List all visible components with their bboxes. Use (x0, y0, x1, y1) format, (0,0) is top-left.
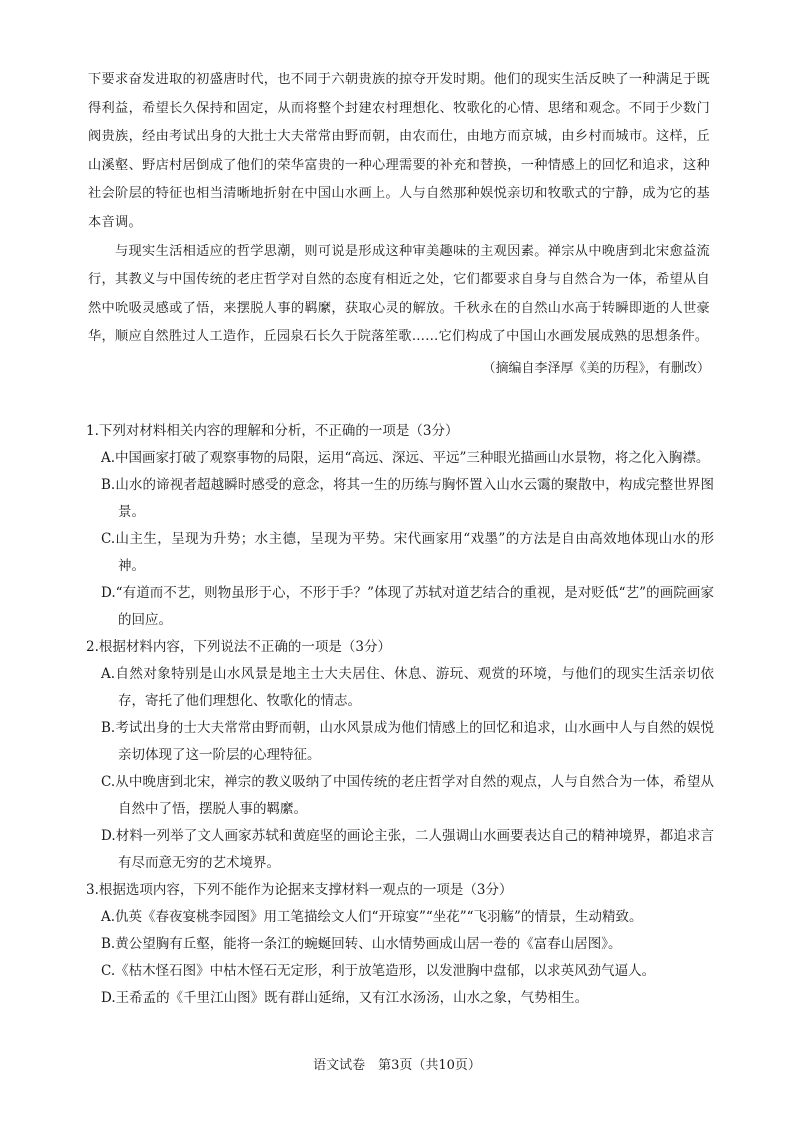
question-2 (86, 634, 714, 877)
option-b: B.山水的谛视者超越瞬时感受的意念，将其一生的历练与胸怀置入山水云霭的聚散中，构成完整世界图景。 (101, 477, 714, 520)
question-stem: 2.根据材料内容，下列说法不正确的一项是（3分） (86, 639, 391, 655)
option-d: D.“有道而不艺，则物虽形于心，不形于手？”体现了苏轼对道艺结合的重视，是对贬低“艺”的画院画家的回应。 (101, 585, 714, 628)
question-3 (86, 877, 714, 1012)
question-stem: 3.根据选项内容，下列不能作为论据来支撑材料一观点的一项是（3分） (86, 882, 513, 898)
option-a: A.仇英《春夜宴桃李园图》用工笔描绘文人们“开琼宴”“坐花”“飞羽觞”的情景，生动精致。 (101, 909, 643, 925)
option-a: A.中国画家打破了观察事物的局限，运用“高远、深远、平远”三种眼光描画山水景物，将之化入胸襟。 (101, 450, 710, 466)
passage-source: （摘编自李泽厚《美的历程》，有删改） (482, 360, 710, 376)
option-d: D.材料一列举了文人画家苏轼和黄庭坚的画论主张，二人强调山水画要表达自己的精神境界，都追求言有尽而意无穷的艺术境界。 (101, 828, 714, 871)
option-c: C.《枯木怪石图》中枯木怪石无定形，利于放笔造形，以发泄胸中盘郁，以求英风劲气逼人。 (101, 963, 656, 979)
option-c: C.从中晚唐到北宋，禅宗的教义吸纳了中国传统的老庄哲学对自然的观点，人与自然合为一体，希望从自然中了悟，摆脱人事的羁縻。 (101, 774, 714, 817)
page-footer: 语文试卷 第3页（共10页） (313, 1058, 481, 1073)
passage-paragraph-2: 与现实生活相适应的哲学思潮，则可说是形成这种审美趣味的主观因素。禅宗从中晚唐到北宋愈益流行，其教义与中国传统的老庄哲学对自然的态度有相近之处，它们都要求自身与自然合为一体，希望从自然中吮吸灵感或了悟，来摆脱人事的羁縻，获取心灵的解放。千秋永在的自然山水高于转瞬即逝的人世豪华，顺应自然胜过人工造作，丘园泉石长久于院落笙歌……它们构成了中国山水画发展成熟的思想条件。 (88, 243, 710, 345)
option-d: D.王希孟的《千里江山图》既有群山延绵，又有江水汤汤，山水之象，气势相生。 (101, 990, 589, 1006)
passage-paragraph-1: 下要求奋发进取的初盛唐时代，也不同于六朝贵族的掠夺开发时期。他们的现实生活反映了一种满足于既得利益，希望长久保持和固定，从而将整个封建农村理想化、牧歌化的心情、思绪和观念。不同于少数门阀贵族，经由考试出身的大批士大夫常常由野而朝，由农而仕，由地方而京城，由乡村而城市。这样，丘山溪壑、野店村居倒成了他们的荣华富贵的一种心理需要的补充和替换，一种情感上的回忆和追求，这种社会阶层的特征也相当清晰地折射在中国山水画上。人与自然那种娱悦亲切和牧歌式的宁静，成为它的基本音调。 (88, 72, 710, 230)
question-list (86, 418, 714, 1012)
reading-passage (88, 66, 710, 384)
question-stem: 1.下列对材料相关内容的理解和分析，不正确的一项是（3分） (86, 423, 459, 439)
option-c: C.山主生，呈现为升势；水主德，呈现为平势。宋代画家用“戏墨”的方法是自由高效地体现山水的形神。 (101, 531, 714, 574)
option-b: B.考试出身的士大夫常常由野而朝，山水风景成为他们情感上的回忆和追求，山水画中人与自然的娱悦亲切体现了这一阶层的心理特征。 (101, 720, 714, 763)
option-b: B.黄公望胸有丘壑，能将一条江的蜿蜒回转、山水情势画成山居一卷的《富春山居图》。 (101, 936, 622, 952)
option-a: A.自然对象特别是山水风景是地主士大夫居住、休息、游玩、观赏的环境，与他们的现实生活亲切依存，寄托了他们理想化、牧歌化的情志。 (101, 666, 714, 709)
question-1 (86, 418, 714, 634)
